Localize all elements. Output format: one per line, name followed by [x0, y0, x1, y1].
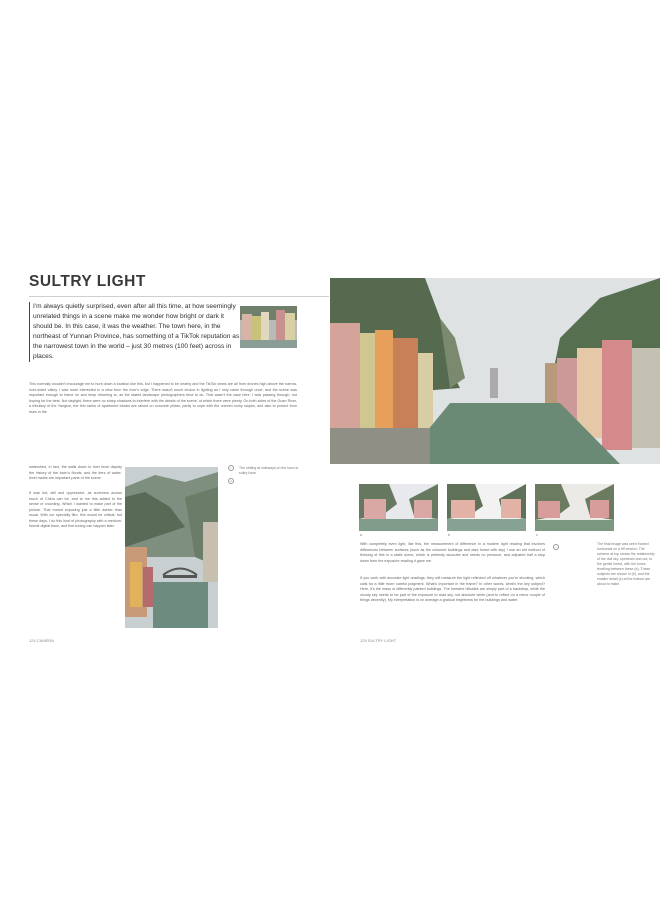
page-title: SULTRY LIGHT	[29, 273, 146, 290]
intro-paragraph: I'm always quietly surprised, even after all this time, at how seemingly unrelated things in a scene make me wonder how bright or dark it should be. In this case, it was the weather. The town here, in the northeast of Yunnan Province, has something of a TikTok reputation as the narrowest town in the world – just 30 metres (100 feet) across in places.	[29, 302, 240, 362]
body-text-left-3: It was hot, still and oppressive, as summers across much of China can be, and to me this added to the sense of crowding. Which I wanted to make part of the picture. That meant exposing just a little darker than usual. With our specially film, this would be critical, but these days, I do this kind of photography with a medium-format digital back, and fine-tuning can happen later.	[29, 491, 122, 528]
vertical-river-photo	[125, 467, 218, 628]
title-rule	[29, 296, 329, 297]
stage-label-c: c	[536, 533, 538, 537]
caption-marker-icon: i	[228, 465, 234, 471]
stage-label-b: b	[448, 533, 450, 537]
stage-diagram-b	[447, 484, 526, 531]
body-text-right-2: If you work with accurate light readings, they will measure the light reflected off whatever you're shooting, which calls for a little more careful judgment. What's important in the frame? In other words, what's the key subject? Here, it's the mass of differently painted buildings. The forested hillsides are simply part of a backdrop, while the cloudy sky needs to be part of the exposure to read sky, not absolute white (and to reflect on a minor couple of things decently). My interpretation is on average a gradual brightness for the buildings and water.	[360, 576, 545, 602]
folio-right: 125 SULTRY LIGHT	[360, 638, 397, 643]
main-river-photo	[330, 278, 660, 464]
caption-right: The final image was seen framed horizontal on a tiff version. The scheme at top shows the relationship of the dull sky, upstream and out, to the gentle forest, with the tones levelling between these (a). These subjects are shown in (b), and the smaller detail (c) at the bottom are about to make.	[597, 542, 655, 586]
body-text-left-2: watershed. In fact, the walls down to river level display the history of the town's floods, and the tiers of water-level marks are important parts of the scene.	[29, 465, 122, 480]
caption-left: The setting at sideways on the town in sultry haze	[239, 466, 299, 475]
body-text-left-1: This normally wouldn't encourage me to hunt down a location like this, but I happened to be nearby and the TikTok views are all from drones high above the narrow, river-sided valley. I was more interested in a view from the river's edge. There wasn't much choice in lighting as I only came through once, and the scene was important enough to frame on and keep returning to, as the stated landscape photographers tend to do. That wasn't the case here. I was passing through, not hoping for the best. Not daylight, there were no sharp shadows to interfere with the details of the scene, of which there were plenty. On both sides of the Guan River, a tributary of the Yangtze, the thin ranks of apartment blocks are raised on concrete pillars, partly to cope with the uneven rocky slopes, and also to protect from rises in the	[29, 382, 297, 414]
thumbnail-photo	[240, 306, 297, 348]
folio-left: 124 CAMERA	[29, 638, 54, 643]
caption-marker-right-icon: i	[553, 544, 559, 550]
stage-label-a: a	[360, 533, 362, 537]
body-text-right-1: With completely even light, like this, the measurement of difference in a modern light reading that involves differences between surfaces (such as the coloured buildings and dark forest with sky) I use an old method of thinking of this in a static dome, which is perfectly accurate and needs no pressure, and adjusted half a stop down from the exposure reading it gave me.	[360, 542, 545, 563]
stage-diagram-c	[535, 484, 614, 531]
caption-marker-icon-2: ii	[228, 478, 234, 484]
stage-diagram-a	[359, 484, 438, 531]
